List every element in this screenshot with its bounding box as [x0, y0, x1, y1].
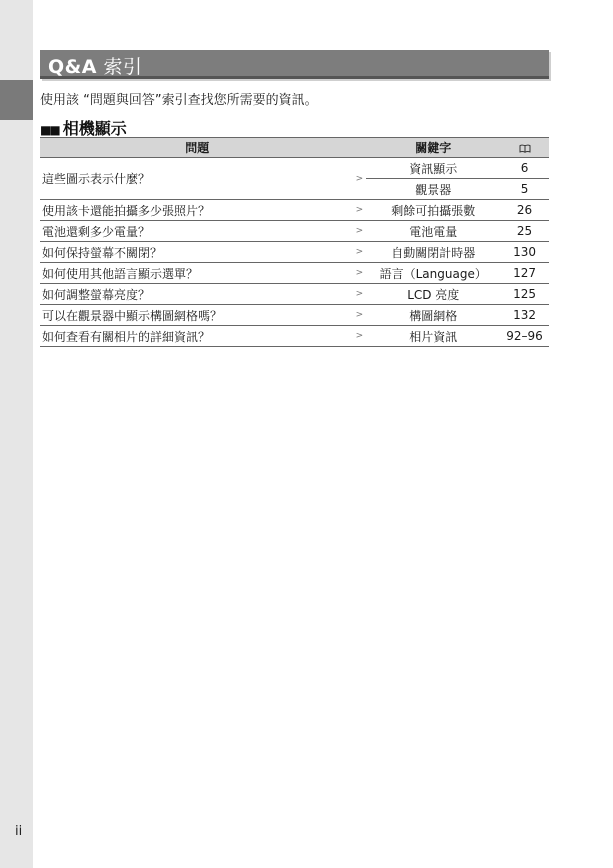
- section-title: 相機顯示: [62, 119, 127, 138]
- keyword-cell: 觀景器: [366, 179, 500, 200]
- table-row: [40, 221, 549, 242]
- keyword-cell: 語言（Language）: [366, 263, 500, 284]
- book-icon: [519, 144, 531, 153]
- qa-table: [40, 137, 549, 347]
- page-cell: 6: [500, 158, 549, 179]
- keyword-cell: 剩餘可拍攝張數: [366, 200, 500, 221]
- title-rest: 索引: [96, 56, 143, 78]
- section-heading: [40, 116, 127, 139]
- question-cell: 如何保持螢幕不關閉？: [40, 242, 352, 263]
- arrow-icon: >: [352, 305, 366, 326]
- question-cell: 可以在觀景器中顯示構圖網格嗎？: [40, 305, 352, 326]
- table-row: [40, 158, 549, 179]
- arrow-icon: >: [352, 284, 366, 305]
- page-cell: 132: [500, 305, 549, 326]
- arrow-icon: >: [352, 221, 366, 242]
- section-marker-icon: ■■: [40, 123, 59, 137]
- page-cell: 25: [500, 221, 549, 242]
- header-page: [500, 138, 549, 158]
- header-spacer: [352, 138, 366, 158]
- title-bar: [40, 50, 549, 79]
- header-keyword: 關鍵字: [366, 138, 500, 158]
- left-margin: [0, 0, 33, 868]
- page-cell: 130: [500, 242, 549, 263]
- question-cell: 如何使用其他語言顯示選單？: [40, 263, 352, 284]
- keyword-cell: 資訊顯示: [366, 158, 500, 179]
- keyword-cell: 電池電量: [366, 221, 500, 242]
- arrow-icon: >: [352, 263, 366, 284]
- page-cell: 92–96: [500, 326, 549, 347]
- question-cell: 如何調整螢幕亮度？: [40, 284, 352, 305]
- chapter-tab: [0, 80, 33, 120]
- table-row: [40, 305, 549, 326]
- page-cell: 5: [500, 179, 549, 200]
- arrow-icon: >: [352, 326, 366, 347]
- header-question: 問題: [40, 138, 352, 158]
- question-cell: 電池還剩多少電量？: [40, 221, 352, 242]
- table-row: [40, 242, 549, 263]
- keyword-cell: LCD 亮度: [366, 284, 500, 305]
- table-row: [40, 263, 549, 284]
- page-number: ii: [15, 824, 23, 839]
- table-header-row: [40, 138, 549, 158]
- table-row: [40, 326, 549, 347]
- title-bold: Q&A: [48, 56, 97, 78]
- question-cell: 如何查看有關相片的詳細資訊？: [40, 326, 352, 347]
- question-cell: 使用該卡還能拍攝多少張照片？: [40, 200, 352, 221]
- keyword-cell: 自動關閉計時器: [366, 242, 500, 263]
- page-title: [48, 52, 142, 79]
- page-cell: 26: [500, 200, 549, 221]
- keyword-cell: 相片資訊: [366, 326, 500, 347]
- table-row: [40, 200, 549, 221]
- keyword-cell: 構圖網格: [366, 305, 500, 326]
- intro-text: 使用該 “問題與回答”索引查找您所需要的資訊。: [40, 93, 318, 108]
- table-row: [40, 284, 549, 305]
- question-cell: 這些圖示表示什麼？: [40, 158, 352, 200]
- arrow-icon: >: [352, 200, 366, 221]
- arrow-icon: >: [352, 242, 366, 263]
- arrow-icon: >: [352, 158, 366, 200]
- page-cell: 127: [500, 263, 549, 284]
- page-cell: 125: [500, 284, 549, 305]
